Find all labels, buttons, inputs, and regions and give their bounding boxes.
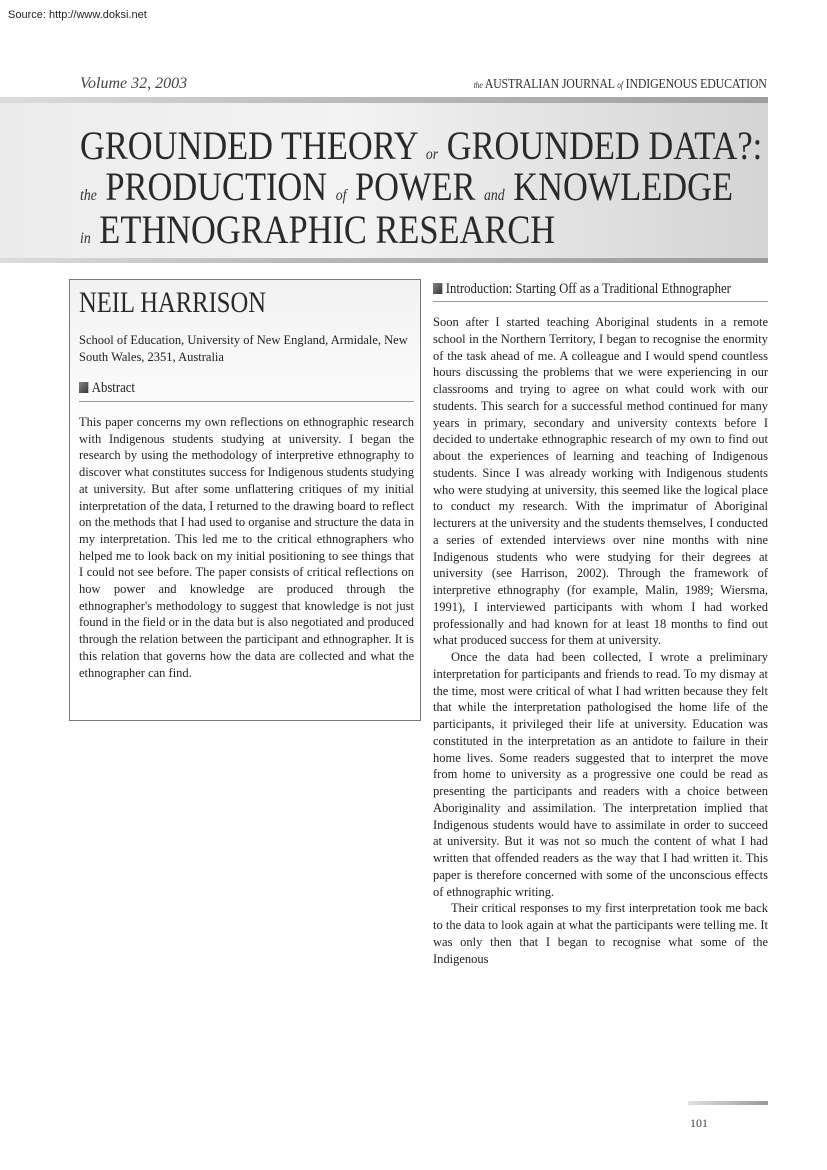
title-word: KNOWLEDGE xyxy=(513,164,733,209)
source-url[interactable]: Source: http://www.doksi.net xyxy=(8,9,147,21)
page-number: 101 xyxy=(690,1116,708,1130)
paragraph: Soon after I started teaching Aboriginal students in a remote school in the Northern Territory, I began to recognise the enormity of the task ahead of me. A colleague and I would spend countless hours discussing the problems that we were experiencing in our classrooms and trying to agree on what could work with our students. This search for a successful method continued for many years in primary, secondary and university contexts before I decided to undertake ethnographic research of my own to find out about the experiences of learning and teaching of Indigenous students. Since I was already working with Indigenous students who were studying at university, this seemed like the logical place to conduct my research. With the imprimatur of Aboriginal lecturers at the university and the students themselves, I conducted a series of extended interviews over nine months with nine Indigenous students who were studying for their degrees at university (see Harrison, 2002). Through the framework of interpretive ethnography (for example, Malin, 1989; Wiersma, 1991), I interviewed participants with whom I had worked professionally and had known for at least 18 months to find out what produced success for them at university. xyxy=(433,315,768,648)
header-rule-bottom xyxy=(0,258,768,263)
title-line-1 xyxy=(80,123,763,168)
title-line-2 xyxy=(80,164,733,209)
title-word: GROUNDED THEORY xyxy=(80,123,418,168)
author-affiliation: School of Education, University of New England, Armidale, New South Wales, 2351, Australia xyxy=(79,333,408,364)
author-name: NEIL HARRISON xyxy=(79,286,266,319)
divider xyxy=(79,401,414,402)
divider xyxy=(433,301,768,302)
title-connector: the xyxy=(80,187,97,204)
journal-name xyxy=(474,77,767,93)
abstract-heading-label: Abstract xyxy=(91,380,135,396)
square-bullet-icon xyxy=(433,283,442,294)
title-connector: of xyxy=(335,187,347,204)
paragraph: Once the data had been collected, I wrote a preliminary interpretation for participants and friends to read. To my dismay at the time, most were critical of what I had written because they felt that while the interpretation pathologised the home life of the participants, it privileged their life at university. Education was constituted in the interpretation as an antidote to failure in their home lives. Some readers suggested that to interpret the move from home to university as a progressive one could be read as presenting the participants and readers with a choice between Aboriginality and assimilation. The interpretation implied that Indigenous students would have to assimilate in order to succeed at university. But it was not so much the content of what I had written that offended readers as the way that I had written it. This paper is therefore concerned with some of the unconscious effects of ethnographic writing. xyxy=(433,650,768,899)
journal-the: the xyxy=(473,80,483,90)
intro-heading-label: Introduction: Starting Off as a Traditional Ethnographer xyxy=(445,281,731,297)
abstract-heading xyxy=(79,380,135,397)
title-word: GROUNDED DATA?: xyxy=(446,123,763,168)
journal-of: of xyxy=(617,80,624,90)
title-connector: in xyxy=(80,230,91,247)
square-bullet-icon xyxy=(79,382,88,393)
journal-part2: INDIGENOUS EDUCATION xyxy=(625,77,767,92)
title-connector: and xyxy=(484,187,505,204)
volume-label: Volume 32, 2003 xyxy=(80,75,188,92)
title-word: ETHNOGRAPHIC RESEARCH xyxy=(99,207,556,252)
journal-part1: AUSTRALIAN JOURNAL xyxy=(484,77,615,92)
title-connector: or xyxy=(425,146,439,163)
title-word: PRODUCTION xyxy=(105,164,328,209)
intro-heading xyxy=(433,281,731,298)
page-number-rule xyxy=(688,1101,768,1105)
title-word: POWER xyxy=(355,164,476,209)
paragraph: Their critical responses to my first interpretation took me back to the data to look again at what the participants were telling me. It was only then that I began to recognise what some of the Indigenous xyxy=(433,901,768,966)
intro-body xyxy=(433,314,768,967)
abstract-text: This paper concerns my own reflections on ethnographic research with Indigenous students studying at university. I began the research by using the methodology of interpretive ethnography to discover what constitutes success for Indigenous students studying at university. But after some unflattering critiques of my initial interpretation of the data, I returned to the drawing board to reflect on the methods that I had used to organise and structure the data in my interpretation. This led me to the critical ethnographers who helped me to look back on my initial positioning to see things that I could not see before. The paper consists of critical reflections on how power and knowledge are produced through the ethnographer's methodology to suggest that knowledge is not just found in the field or in the data but is also negotiated and produced through the relation between the participant and ethnographer. It is this relation that governs how the data are collected and what the ethnographer can find. xyxy=(79,415,414,680)
title-line-3 xyxy=(80,207,556,252)
